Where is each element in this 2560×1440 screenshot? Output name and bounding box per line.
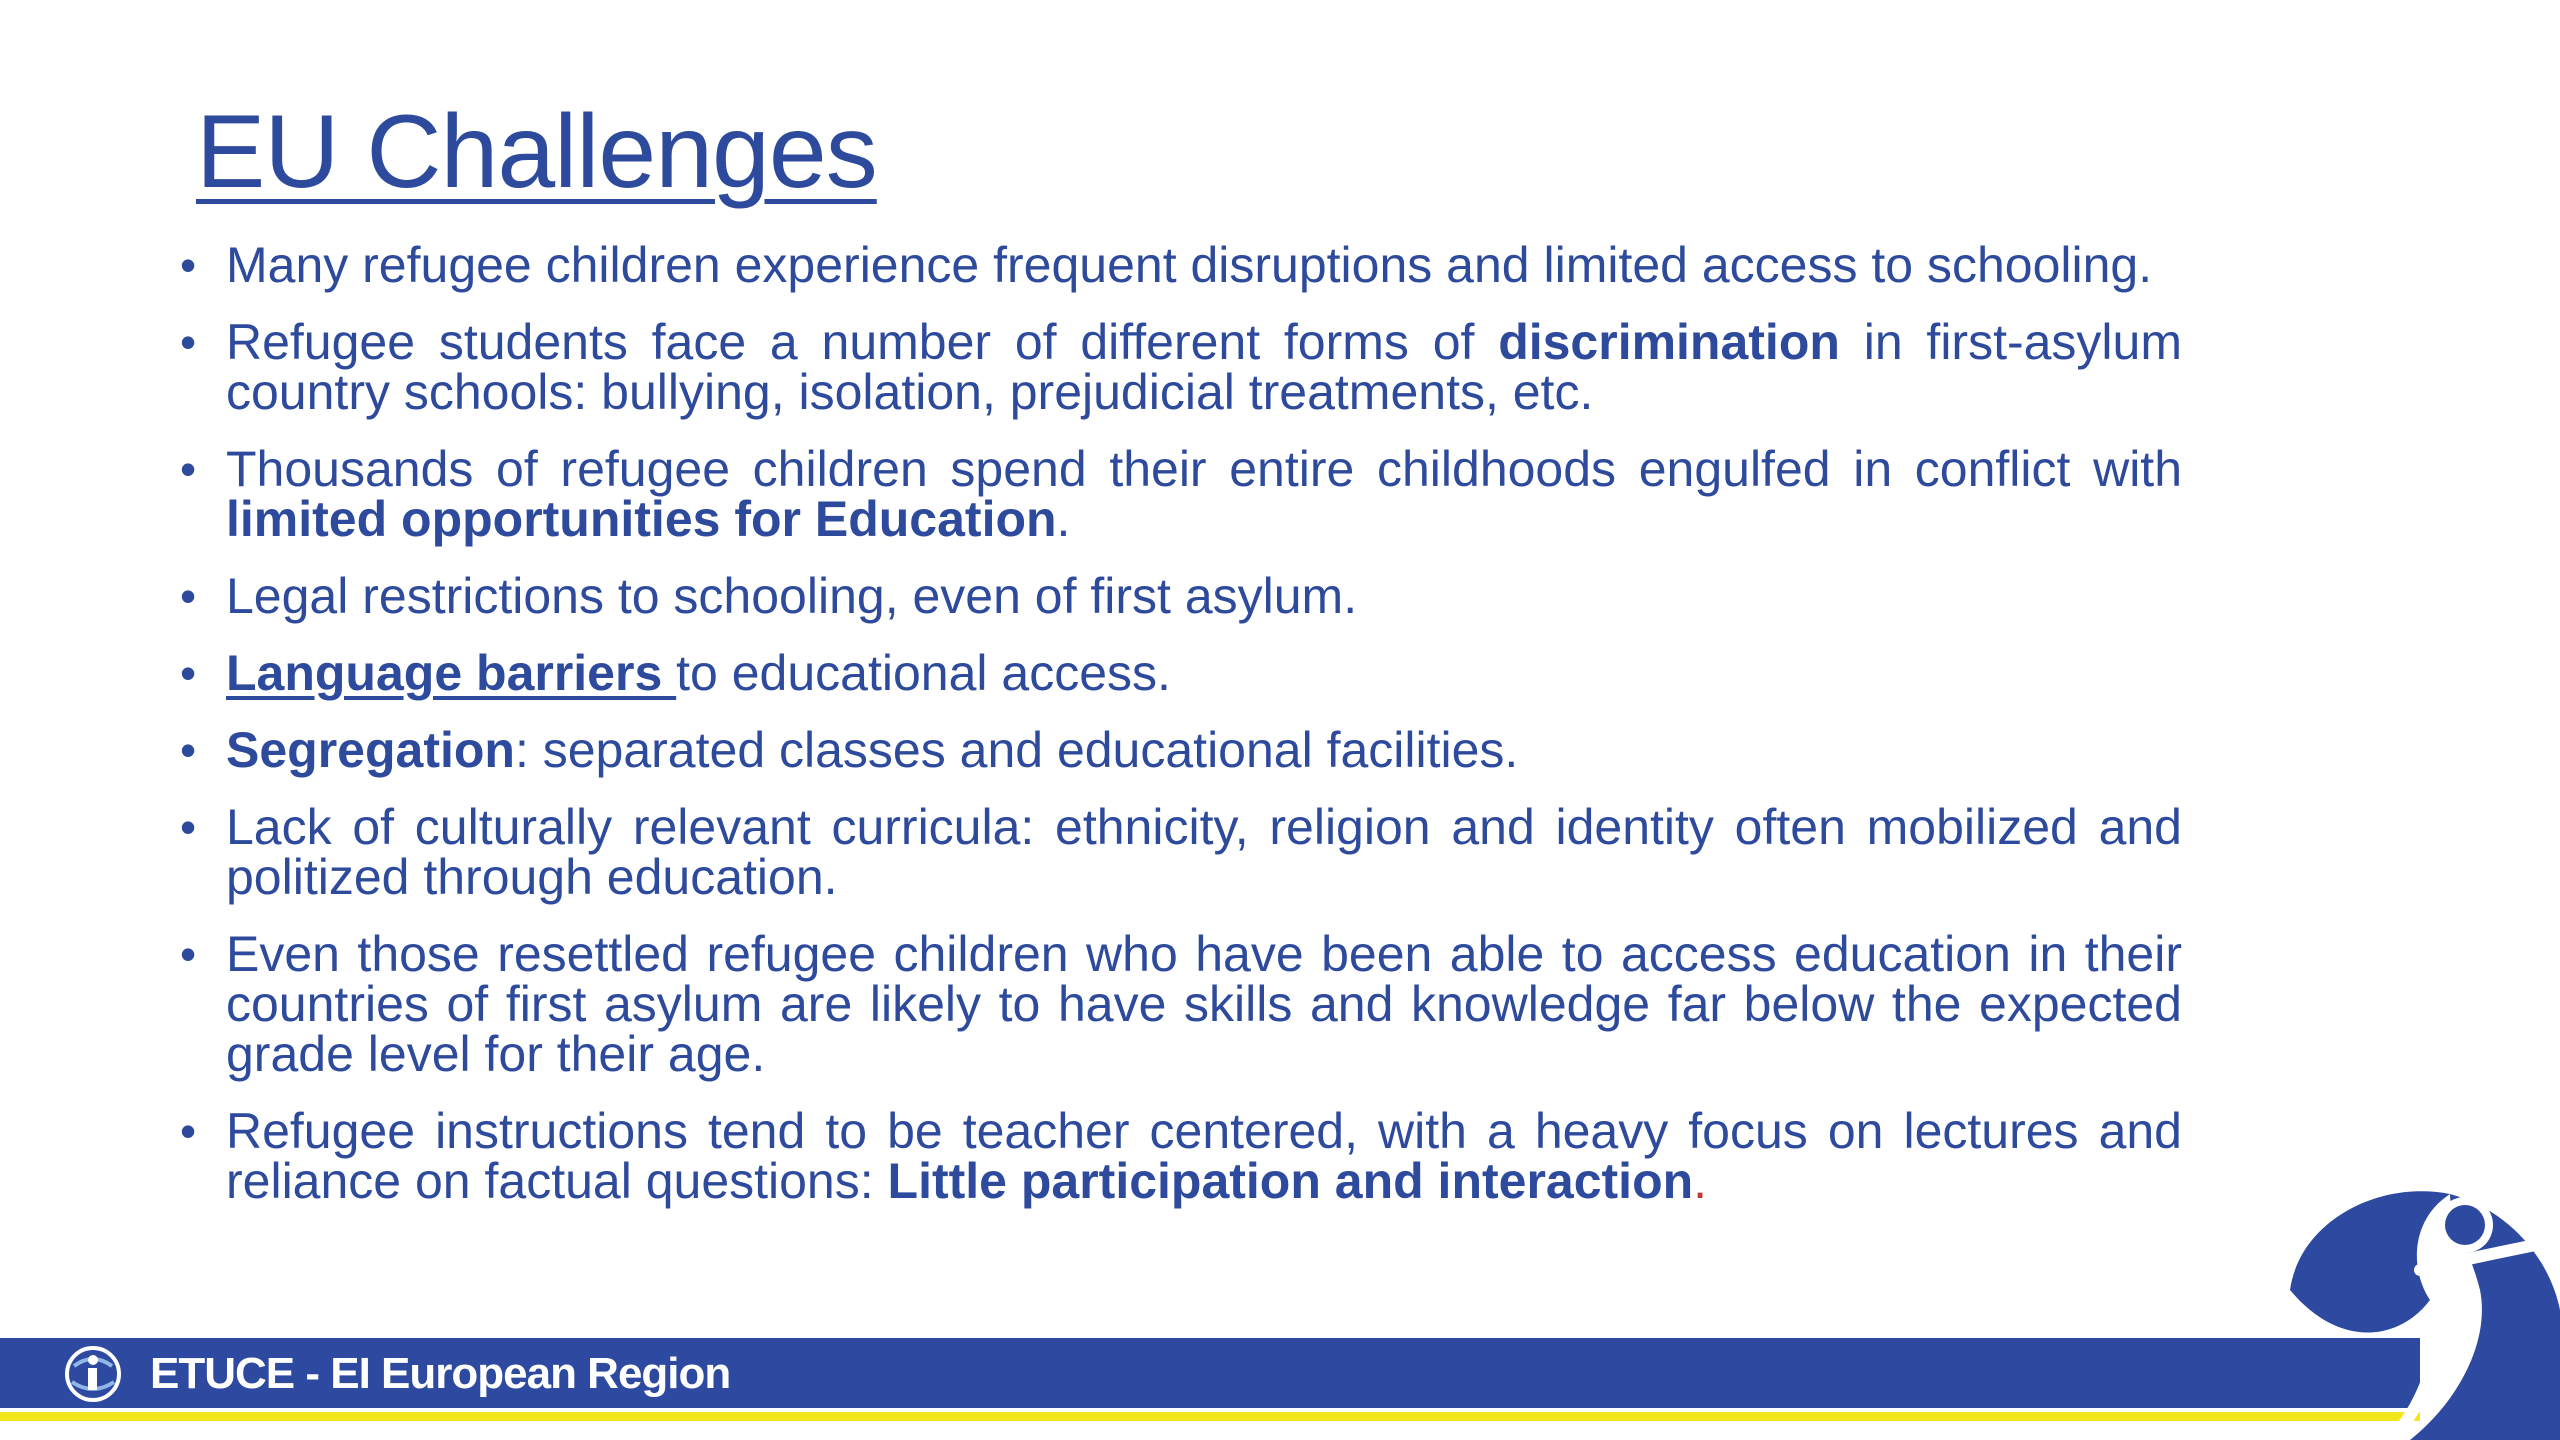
- bullet-text: in first-asylum country schools: bullying, isolation, prejudicial treatments, etc.: [226, 314, 2182, 420]
- bullet-text: : separated classes and educational facilities.: [514, 722, 1519, 778]
- bullet-text: Refugee students face a number of different forms of: [226, 314, 1499, 370]
- slide-title: EU Challenges: [196, 94, 877, 210]
- bullet-item: [172, 926, 2182, 1082]
- bullet-text: .: [1056, 491, 1071, 547]
- bullet-emphasis: Segregation: [226, 722, 515, 778]
- bullet-emphasis: Little participation and interaction: [887, 1153, 1694, 1209]
- bullet-text: Lack of culturally relevant curricula: ethnicity, religion and identity often mobilized and politized through education.: [226, 799, 2182, 905]
- footer-stripe: [0, 1412, 2420, 1421]
- bullet-item: [172, 314, 2182, 420]
- bullet-item: [172, 722, 2182, 778]
- bullet-text: Legal restrictions to schooling, even of first asylum.: [226, 568, 1358, 624]
- bullet-item: [172, 237, 2182, 293]
- footer-text: ETUCE - EI European Region: [150, 1349, 731, 1398]
- bullet-item: [172, 1103, 2182, 1209]
- bullet-emphasis: limited opportunities for Education: [226, 491, 1057, 547]
- bullet-text: .: [1693, 1153, 1708, 1209]
- etuce-figure-logo-icon: [2260, 1180, 2560, 1440]
- bullet-text: to educational access.: [676, 645, 1171, 701]
- bullet-list: [172, 237, 2182, 1233]
- bullet-emphasis: Language barriers: [226, 645, 677, 701]
- bullet-text: Many refugee children experience frequent disruptions and limited access to schooling.: [226, 237, 2153, 293]
- bullet-item: [172, 441, 2182, 547]
- bullet-item: [172, 645, 2182, 701]
- bullet-text: Thousands of refugee children spend their entire childhoods engulfed in conflict with: [226, 441, 2182, 497]
- bullet-text: Refugee instructions tend to be teacher centered, with a heavy focus on lectures and reliance on factual questions:: [226, 1103, 2182, 1209]
- bullet-text: Even those resettled refugee children who have been able to access education in their countries of first asylum are likely to have skills and knowledge far below the expected grade level for their age.: [226, 926, 2182, 1082]
- bullet-emphasis: discrimination: [1498, 314, 1840, 370]
- ei-globe-icon: [60, 1344, 126, 1404]
- bullet-item: [172, 568, 2182, 624]
- bullet-item: [172, 799, 2182, 905]
